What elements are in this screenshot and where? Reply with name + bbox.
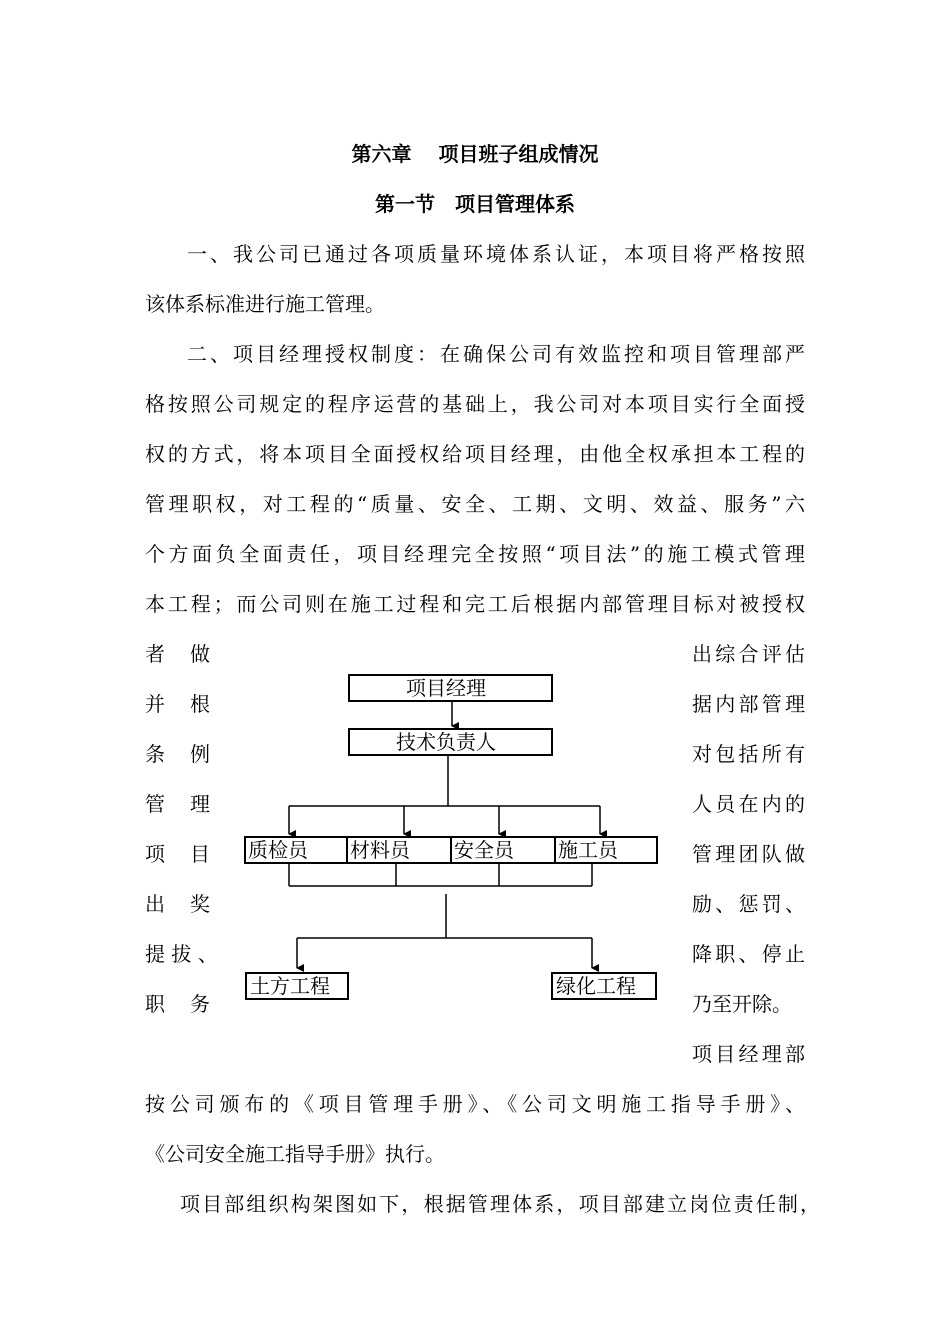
wrap-left-text: 条 例: [145, 742, 210, 766]
wrap-left-text: 并 根: [145, 692, 210, 716]
paragraph-line: 该体系标准进行施工管理。: [145, 292, 385, 316]
wrap-right-text: 励、惩罚、: [692, 892, 805, 916]
org-node-manager: [348, 674, 553, 702]
paragraph-line: 项目部组织构架图如下，根据管理体系，项目部建立岗位责任制，: [180, 1192, 820, 1216]
org-node-role: [450, 836, 556, 864]
wrap-right-text: 人员在内的: [692, 792, 805, 816]
org-node-role: [346, 836, 452, 864]
wrap-right-text: 据内部管理: [692, 692, 805, 716]
paragraph-line: 格按照公司规定的程序运营的基础上，我公司对本项目实行全面授: [145, 392, 805, 416]
paragraph-line: 本工程；而公司则在施工过程和完工后根据内部管理目标对被授权: [145, 592, 805, 616]
wrap-left-text: 提 拔 、: [145, 942, 218, 966]
wrap-right-text: 降职、停止: [692, 942, 805, 966]
paragraph-line: 权的方式，将本项目全面授权给项目经理，由他全权承担本工程的: [145, 442, 805, 466]
paragraph-line: 《公司安全施工指导手册》执行。: [145, 1142, 445, 1166]
paragraph-line: 个方面负全面责任，项目经理完全按照“项目法”的施工模式管理: [145, 542, 805, 566]
wrap-left-text: 出 奖: [145, 892, 210, 916]
wrap-left-text: 者 做: [145, 642, 210, 666]
paragraph-line: 二、项目经理授权制度：在确保公司有效监控和项目管理部严: [187, 342, 805, 366]
org-node-label: 施工员: [558, 838, 618, 862]
org-node-label: 质检员: [248, 838, 308, 862]
org-chart: [242, 668, 660, 1008]
chapter-title: 第六章 项目班子组成情况: [351, 142, 599, 166]
wrap-right-text: 项目经理部: [692, 1042, 805, 1066]
org-node-tech-lead: [348, 728, 553, 756]
org-node-work: [551, 972, 657, 1000]
wrap-right-text: 对包括所有: [692, 742, 805, 766]
section-title: 第一节 项目管理体系: [375, 192, 575, 216]
org-node-label: 项目经理: [406, 676, 486, 700]
wrap-left-text: 管 理: [145, 792, 210, 816]
org-node-label: 绿化工程: [556, 974, 636, 998]
org-node-label: 材料员: [350, 838, 410, 862]
org-node-label: 土方工程: [250, 974, 330, 998]
paragraph-line: 管理职权，对工程的“质量、安全、工期、文明、效益、服务”六: [145, 492, 805, 516]
org-node-label: 技术负责人: [396, 730, 496, 754]
wrap-left-text: 项 目: [145, 842, 210, 866]
wrap-right-text: 管理团队做: [692, 842, 805, 866]
org-node-role: [244, 836, 348, 864]
paragraph-line: 一、我公司已通过各项质量环境体系认证，本项目将严格按照: [187, 242, 805, 266]
org-node-work: [245, 972, 349, 1000]
wrap-left-text: 职 务: [145, 992, 210, 1016]
wrap-right-text: 出综合评估: [692, 642, 805, 666]
paragraph-line: 按公司颁布的《项目管理手册》、《公司文明施工指导手册》、: [145, 1092, 805, 1116]
wrap-right-text: 乃至开除。: [692, 992, 792, 1016]
org-node-label: 安全员: [454, 838, 514, 862]
org-node-role: [554, 836, 658, 864]
